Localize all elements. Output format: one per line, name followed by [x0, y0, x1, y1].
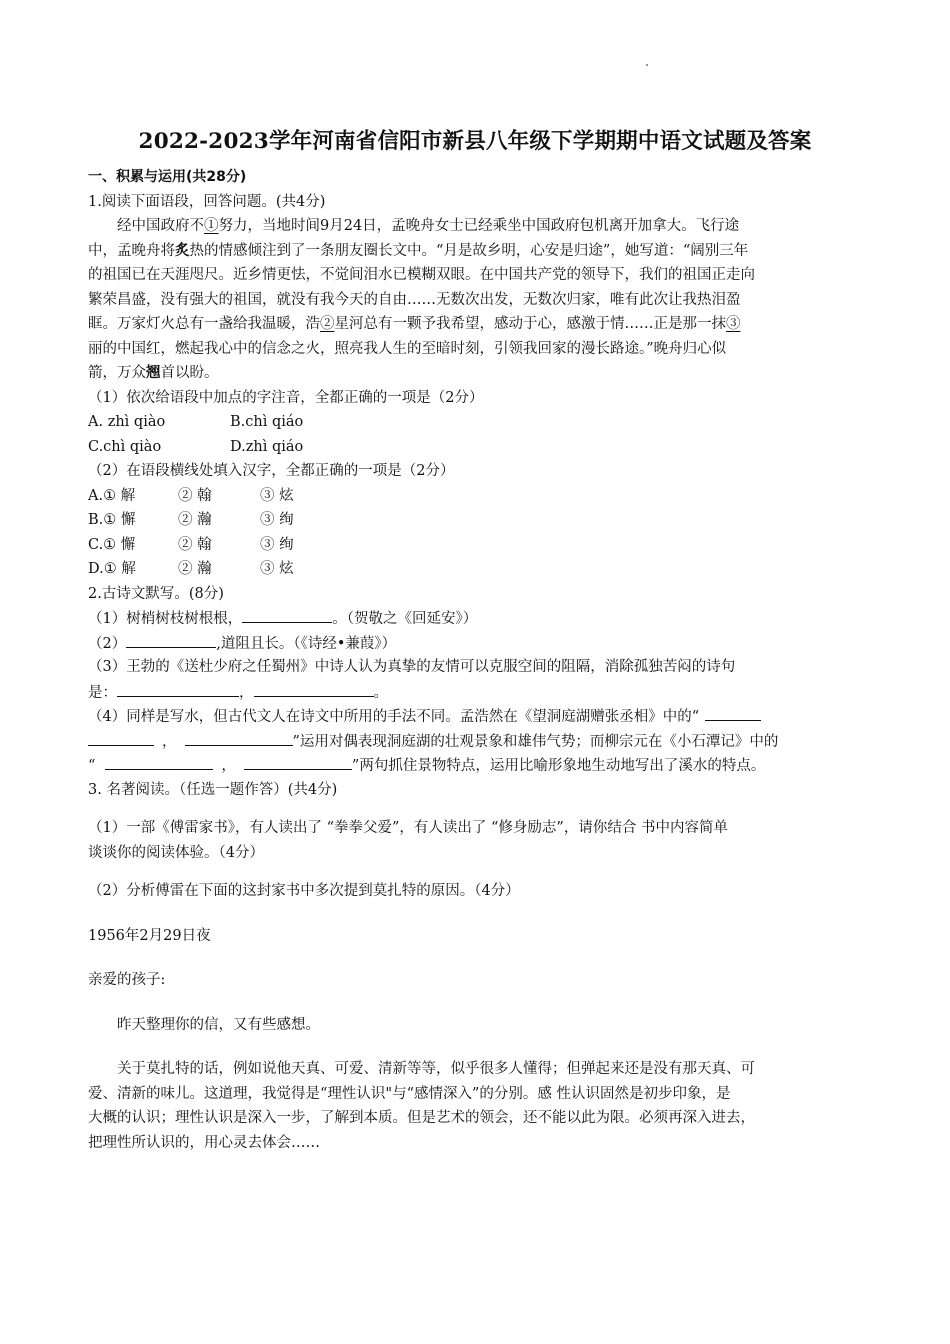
- dotted-char-2: 翘: [146, 364, 161, 381]
- q1-passage-line: 繁荣昌盛，没有强大的祖国，就没有我今天的自由……无数次出发，无数次归家，唯有此次让我热泪盈: [88, 291, 741, 308]
- q1-sub2-option-B: B.① 懈 ② 瀚 ③ 绚: [88, 512, 294, 528]
- q1-passage-line: 眶。万家灯火总有一盏给我温暖，浩②星河总有一颗予我希望，感动于心，感激于情……正是那一抹③: [88, 316, 741, 332]
- q1-passage-line: 经中国政府不①努力，当地时间9月24日，孟晚舟女士已经乘坐中国政府包机离开加拿大。飞行途: [117, 218, 740, 234]
- letter-greeting: 亲爱的孩子:: [88, 972, 166, 988]
- letter-paragraph-line: 大概的认识；理性认识是深入一步，了解到本质。但是艺术的领会，还不能以此为限。必须再深入进去，: [88, 1110, 755, 1126]
- answer-blank[interactable]: [117, 680, 239, 697]
- q1-sub1-options-row: [88, 435, 866, 460]
- answer-blank[interactable]: [126, 631, 216, 648]
- q2-item-3: （3）王勃的《送杜少府之任蜀州》中诗人认为真挚的友情可以克服空间的阻隔，消除孤独苦闷的诗句: [88, 659, 736, 675]
- blank-1: ①: [204, 218, 219, 234]
- option: B.chì qiáo: [230, 414, 304, 430]
- q1-passage-line: 的祖国已在天涯咫尺。近乡情更怯，不觉间泪水已模糊双眼。在中国共产党的领导下，我们的祖国正走向: [88, 267, 755, 283]
- q3-sub1-cont: 谈谈你的阅读体验。（4分）: [88, 844, 264, 861]
- q1-sub1-options-row: [88, 410, 866, 435]
- scan-dot: [646, 64, 648, 66]
- q1-sub2-option-A: A.① 解 ② 翰 ③ 炫: [88, 487, 294, 504]
- q1-sub2: （2）在语段横线处填入汉字，全都正确的一项是（2分）: [88, 463, 455, 479]
- answer-blank[interactable]: [185, 729, 293, 746]
- answer-blank[interactable]: [105, 753, 213, 770]
- q1-sub2-option-D: D.① 解 ② 瀚 ③ 炫: [88, 561, 294, 577]
- q1-passage-line: 中，孟晚舟将炙热的情感倾注到了一条朋友圈长文中。“月是故乡明，心安是归途”，她写道：“阔别三年: [88, 241, 749, 259]
- letter-paragraph-line: 把理性所认识的，用心灵去体会……: [88, 1134, 320, 1151]
- section-heading: 一、积累与运用(共28分): [88, 169, 247, 185]
- answer-blank[interactable]: [242, 606, 332, 623]
- option: D.zhì qiáo: [230, 438, 304, 455]
- q1-sub2-option-C: C.① 懈 ② 翰 ③ 绚: [88, 536, 294, 553]
- q2-stem: 2.古诗文默写。(8分): [88, 585, 224, 602]
- q2-item-2: （2） ,道阻且长。（《诗经•兼葭》）: [88, 631, 866, 656]
- q2-item-1: （1）树梢树枝树根根， 。（贺敬之《回延安》）: [88, 606, 866, 631]
- answer-blank[interactable]: [705, 704, 761, 721]
- answer-blank[interactable]: [244, 753, 352, 770]
- q3-sub1: （1）一部《傅雷家书》，有人读出了 “拳拳父爱”，有人读出了 “修身励志”，请你结合 书中内容简单: [88, 820, 728, 836]
- letter-paragraph: 关于莫扎特的话，例如说他天真、可爱、清新等等，似乎很多人懂得；但弹起来还是没有那天真、可: [117, 1061, 755, 1077]
- option: C.chì qiào: [88, 438, 162, 455]
- q3-sub2: （2）分析傅雷在下面的这封家书中多次提到莫扎特的原因。（4分）: [88, 883, 520, 899]
- blank-2: ②: [320, 316, 335, 332]
- q1-sub1: （1）依次给语段中加点的字注音，全都正确的一项是（2分）: [88, 389, 484, 406]
- page-title: 2022-2023学年河南省信阳市新县八年级下学期期中语文试题及答案: [138, 129, 812, 154]
- q3-stem: 3. 名著阅读。（任选一题作答）(共4分): [88, 781, 338, 798]
- q2-item-4: （4）同样是写水，但古代文人在诗文中所用的手法不同。孟浩然在《望洞庭湖赠张丞相》中的“: [88, 704, 866, 729]
- q1-stem: 1.阅读下面语段，回答问题。(共4分): [88, 193, 326, 210]
- option: A. zhì qiào: [88, 414, 166, 430]
- exam-content: [88, 165, 866, 1155]
- q1-passage-line: 箭，万众翘首以盼。: [88, 364, 219, 381]
- q2-item-3-answer: 是： ， 。: [88, 680, 866, 705]
- answer-blank[interactable]: [88, 729, 154, 746]
- blank-3: ③: [726, 316, 741, 332]
- q1-passage-line: 丽的中国红，燃起我心中的信念之火，照亮我人生的至暗时刻，引领我回家的漫长路途。”晚舟归心似: [88, 340, 727, 357]
- q2-item-4-cont: ， ”运用对偶表现洞庭湖的壮观景象和雄伟气势；而柳宗元在《小石潭记》中的: [88, 729, 866, 754]
- answer-blank[interactable]: [254, 680, 374, 697]
- letter-date: 1956年2月29日夜: [88, 927, 211, 944]
- q2-item-4-cont2: “ ， ”两句抓住景物特点，运用比喻形象地生动地写出了溪水的特点。: [88, 753, 866, 778]
- dotted-char-1: 炙: [175, 241, 190, 259]
- letter-paragraph: 昨天整理你的信，又有些感想。: [117, 1016, 320, 1033]
- letter-paragraph-line: 爱、清新的味儿。这道理，我觉得是“理性认识"与“感情深入”的分别。感 性认识固然是初步印象，是: [88, 1085, 731, 1102]
